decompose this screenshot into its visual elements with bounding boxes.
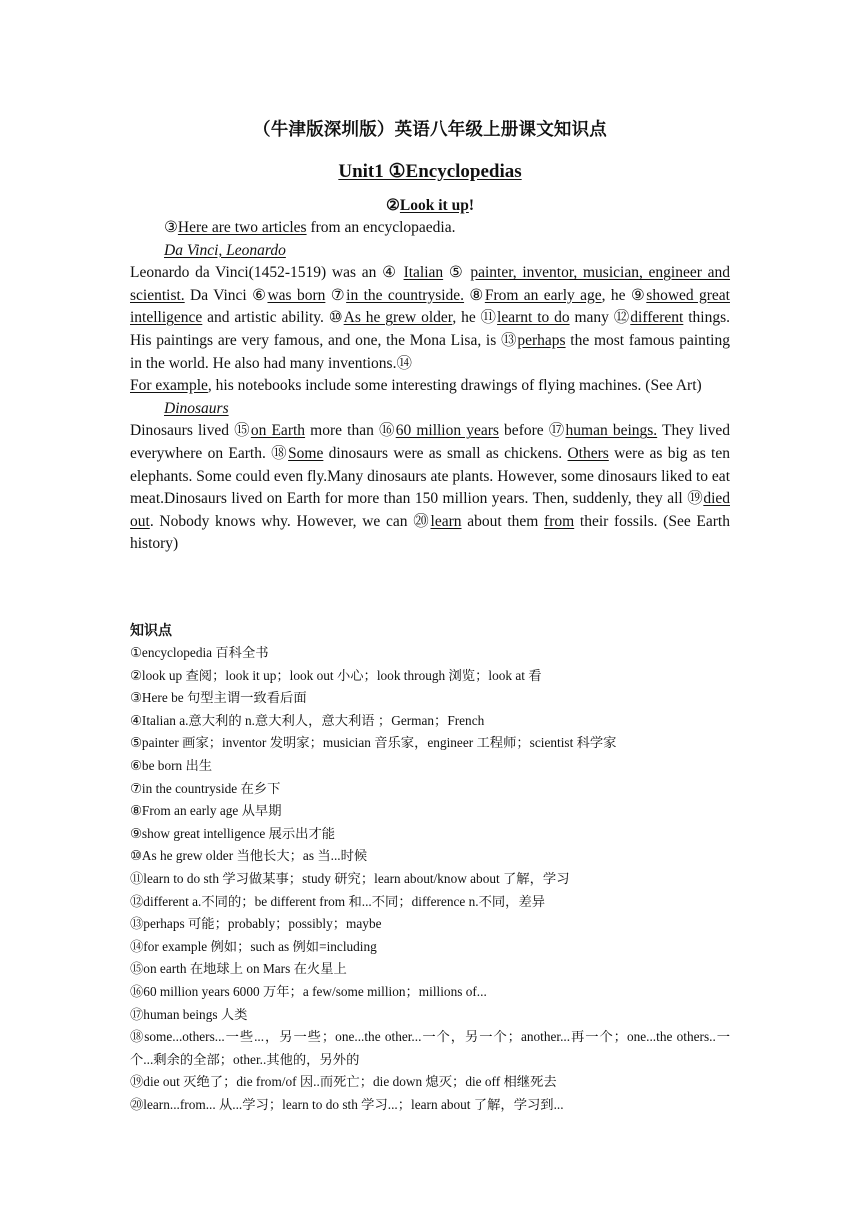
text-run: the most famous painting in the world. He also had many inventions.⑭ [130,331,730,372]
look-it-up-text: Look it up [399,197,469,214]
knowledge-point: ⑧From an early age 从早期 [130,803,282,819]
underlined-phrase: learn [430,512,462,530]
marker: ③ [164,219,178,236]
underlined-phrase: was born [267,286,326,304]
underlined-phrase: different [630,309,684,327]
article1-paragraph-cont [130,375,730,398]
knowledge-point: ⑤painter 画家；inventor 发明家；musician 音乐家，engineer 工程师；scientist 科学家 [130,735,617,751]
text-run: dinosaurs were as small as chickens. [323,444,568,462]
article1-heading-line [130,240,730,263]
unit-title-text: Unit1 ①Encyclopedias [338,161,522,182]
article1-paragraph [130,262,730,375]
marker: ⑧ [464,286,485,304]
article2-paragraph [130,420,730,556]
knowledge-point: ⑱some...others...一些...，另一些；one...the other...一个，另一个；another...再一个；one...the others..一个...剩余的全部；other..其他的，另外的 [130,1029,730,1067]
marker: ④ [382,264,398,282]
knowledge-point: ⑨show great intelligence 展示出才能 [130,825,336,841]
underlined-phrase: Others [567,444,609,462]
underlined-phrase: painter, inventor, musician, engineer and scientist. [130,264,731,304]
knowledge-point: ⑮on earth 在地球上 on Mars 在火星上 [130,961,347,977]
text-run: and artistic ability. ⑩ [202,309,344,327]
underlined-phrase: from [544,512,575,530]
underlined-phrase: learnt to do [497,309,570,327]
underlined-phrase: As he grew older [343,309,453,327]
text-run: They lived everywhere on Earth. ⑱ [130,422,730,462]
text-run: , his notebooks include some interesting drawings of flying machines. (See Art) [207,377,702,395]
underlined-phrase: showed great intelligence [130,286,730,327]
intro-line [130,217,730,240]
knowledge-point: ⑥be born 出生 [130,757,213,773]
underlined-phrase: For example [130,377,208,395]
article2-heading: Dinosaurs [164,399,229,417]
knowledge-point: ⑩As he grew older 当他长大；as 当...时候 [130,848,368,864]
knowledge-point: ④Italian a.意大利的 n.意大利人，意大利语 ；German；French [130,712,485,728]
article2-heading-line [130,398,730,421]
text-run: more than ⑯ [305,422,396,440]
text-run: Dinosaurs lived ⑮ [130,422,251,440]
knowledge-point: ⑲die out 灭绝了；die from/of 因..而死亡；die down 熄灭；die off 相继死去 [130,1074,557,1090]
knowledge-points-list [130,642,730,1116]
knowledge-point: ⑯60 million years 6000 万年；a few/some million；millions of... [130,983,487,999]
underlined-phrase: From an early age [484,286,602,304]
article-body [130,217,730,556]
knowledge-point: ⑪learn to do sth 学习做某事；study 研究；learn about/know about 了解，学习 [130,870,570,886]
knowledge-point: ⑦in the countryside 在乡下 [130,780,281,796]
text-run: , he ⑨ [601,286,647,304]
text-run: Leonardo da Vinci(1452-1519) was an [130,264,383,282]
text-run: were as big as ten elephants. Some could even fly.Many dinosaurs ate plants. However, some dinosaurs liked to eat meat.Dinosaurs lived on Earth for more than 150 million years. Then, suddenly, they all ⑲ [130,444,730,508]
knowledge-point: ①encyclopedia 百科全书 [130,645,269,660]
text-run: . Nobody knows why. However, we can ⑳ [149,512,431,530]
underlined-phrase: 60 million years [395,422,499,440]
text-run: many ⑫ [569,309,631,327]
text-run: before ⑰ [498,422,566,440]
marker: ② [386,197,400,214]
marker: ⑦ [325,286,347,304]
marker: ⑤ [443,264,465,282]
text-run: their fossils. (See Earth history) [130,512,730,553]
intro-rest: from an encyclopaedia. [306,219,456,236]
text-run: about them [461,512,545,530]
knowledge-point: ⑳learn...from... 从...学习；learn to do sth 学习...；learn about 了解，学习到... [130,1096,564,1112]
text-run: , he ⑪ [452,309,498,327]
underlined-phrase: human beings. [565,422,658,440]
knowledge-point: ⑬perhaps 可能；probably；possibly；maybe [130,916,382,932]
underlined-phrase: Some [288,444,324,462]
text-run: things. His paintings are very famous, and one, the Mona Lisa, is ⑬ [130,309,730,349]
document-title: （牛津版深圳版）英语八年级上册课文知识点 [253,120,607,140]
knowledge-point: ⑰human beings 人类 [130,1006,248,1022]
look-it-up-heading [0,196,860,215]
knowledge-points-heading: 知识点 [130,623,172,639]
underlined-phrase: died out [130,490,730,530]
knowledge-point: ⑫different a.不同的；be different from 和...不同；difference n.不同，差异 [130,893,546,909]
article1-heading: Da Vinci, Leonardo [164,241,286,259]
underlined-phrase: perhaps [517,331,566,349]
knowledge-point: ②look up 查阅；look it up；look out 小心；look through 浏览；look at 看 [130,667,542,683]
underlined-phrase: in the countryside. [346,286,465,304]
underlined-phrase: Italian [403,264,444,282]
unit-title [0,160,860,183]
underlined-phrase: on Earth [250,422,306,440]
knowledge-point: ③Here be 句型主谓一致看后面 [130,690,307,706]
text-run: Da Vinci ⑥ [184,286,268,304]
look-it-up-punct: ! [468,197,474,214]
knowledge-point: ⑭for example 例如；such as 例如=including [130,938,377,954]
intro-underlined: Here are two articles [177,219,307,236]
